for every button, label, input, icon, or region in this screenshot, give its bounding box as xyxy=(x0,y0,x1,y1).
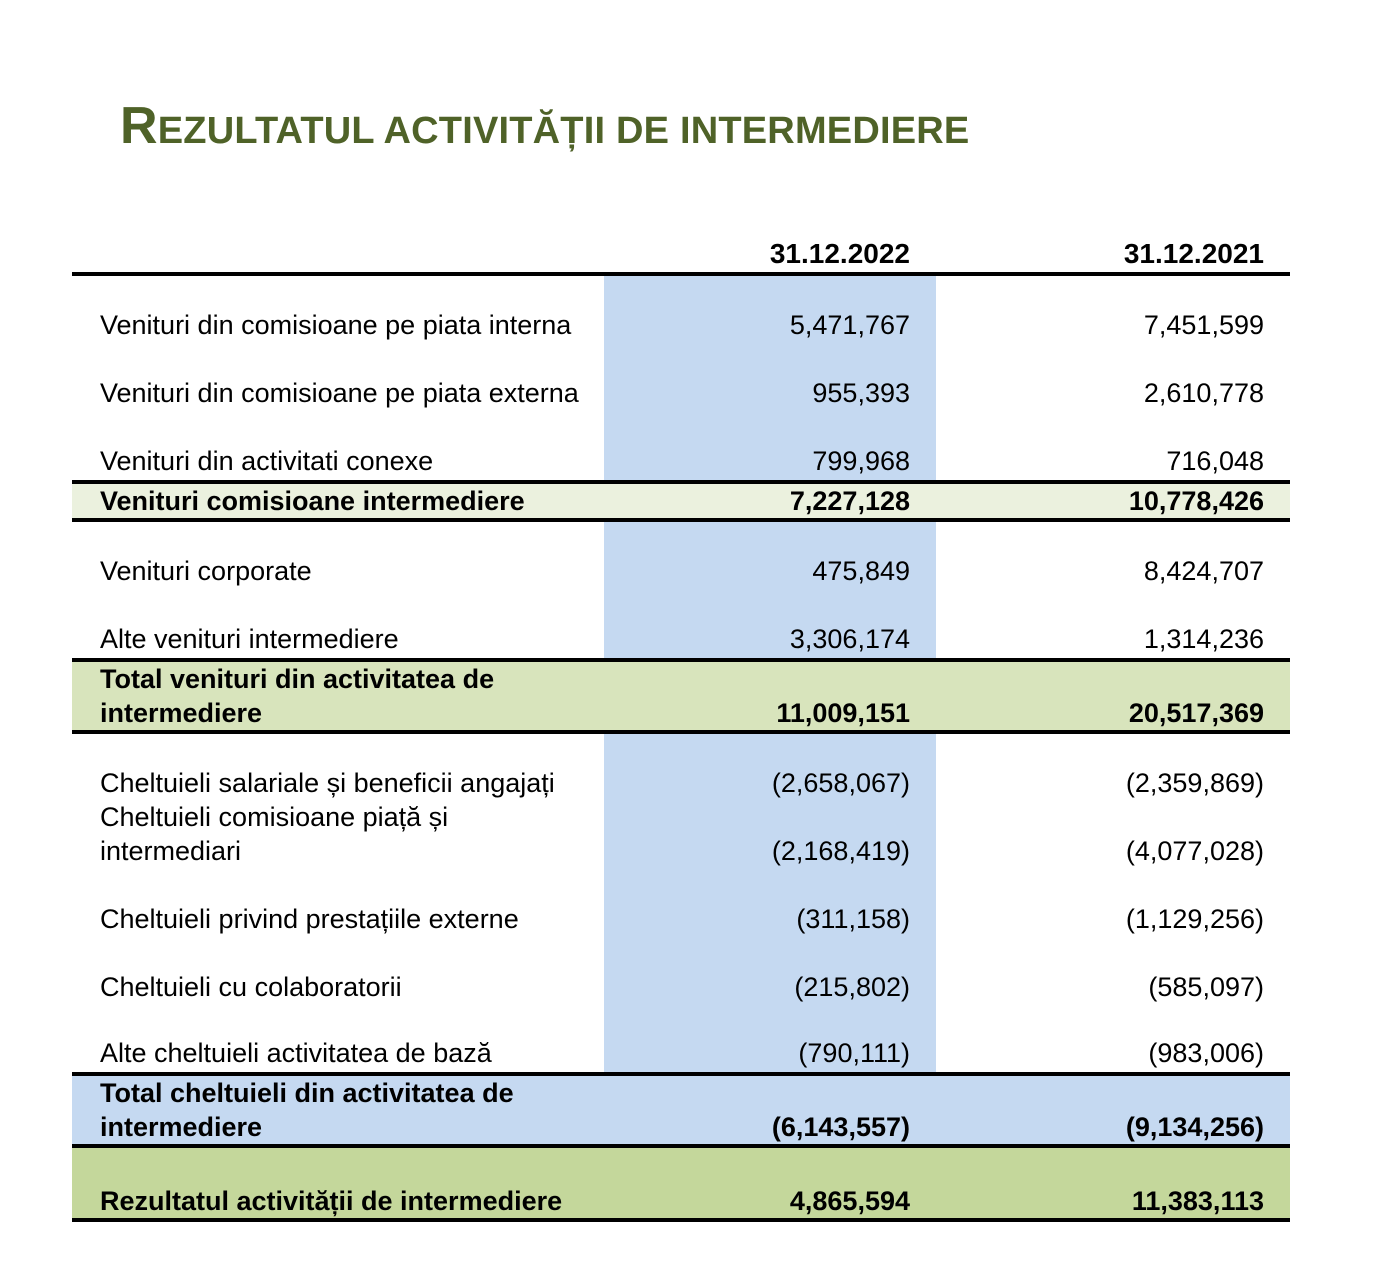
table-row xyxy=(72,870,1290,938)
value-2021: 1,314,236 xyxy=(1143,624,1264,654)
total-revenue-row xyxy=(72,658,1290,734)
value-2021: (2,359,869) xyxy=(1125,768,1264,798)
table-row xyxy=(72,938,1290,1006)
value-2022: (2,168,419) xyxy=(771,836,910,866)
value-2021: (983,006) xyxy=(1148,1038,1264,1068)
value-2022: (6,143,557) xyxy=(771,1112,910,1142)
table-header xyxy=(72,230,1290,276)
financial-table xyxy=(72,230,1290,1222)
row-label: Venituri corporate xyxy=(100,556,312,586)
row-label: Cheltuieli comisioane piață și intermediari xyxy=(100,802,449,866)
row-label: Cheltuieli cu colaboratorii xyxy=(100,972,402,1002)
table-row xyxy=(72,276,1290,344)
title-rest: EZULTATUL ACTIVITĂȚII DE INTERMEDIERE xyxy=(157,110,970,152)
header-2021: 31.12.2021 xyxy=(1123,238,1264,269)
row-label: Venituri din comisioane pe piata externa xyxy=(100,378,579,408)
row-label: Venituri comisioane intermediere xyxy=(100,486,525,516)
row-label: Cheltuieli salariale și beneficii angajați xyxy=(100,768,555,798)
value-2021: 11,383,113 xyxy=(1131,1186,1264,1216)
row-label: Rezultatul activității de intermediere xyxy=(100,1186,563,1216)
value-2021: 20,517,369 xyxy=(1128,698,1264,728)
value-2022: 4,865,594 xyxy=(789,1186,910,1216)
table-row xyxy=(72,734,1290,802)
value-2022: 11,009,151 xyxy=(776,698,910,728)
value-2021: 10,778,426 xyxy=(1128,486,1264,516)
value-2022: (311,158) xyxy=(796,904,910,934)
row-label: Alte cheltuieli activitatea de bază xyxy=(100,1038,492,1068)
value-2021: (585,097) xyxy=(1148,972,1264,1002)
value-2021: 8,424,707 xyxy=(1143,556,1264,586)
row-label: Venituri din activitati conexe xyxy=(100,446,434,476)
value-2021: 2,610,778 xyxy=(1143,378,1264,408)
table-row xyxy=(72,1006,1290,1072)
header-2022: 31.12.2022 xyxy=(769,238,910,269)
table-row xyxy=(72,802,1290,870)
row-label: Venituri din comisioane pe piata interna xyxy=(100,310,572,340)
value-2021: (9,134,256) xyxy=(1125,1112,1264,1142)
value-2022: (2,658,067) xyxy=(771,768,910,798)
row-label: Total venituri din activitatea de intermediere xyxy=(100,664,495,728)
row-label: Total cheltuieli din activitatea de intermediere xyxy=(100,1078,514,1142)
subtotal-row xyxy=(72,480,1290,522)
value-2022: 7,227,128 xyxy=(789,486,910,516)
value-2022: (790,111) xyxy=(798,1038,910,1068)
value-2022: 799,968 xyxy=(812,446,910,476)
table-row xyxy=(72,344,1290,412)
table-row xyxy=(72,590,1290,658)
row-label: Alte venituri intermediere xyxy=(100,624,399,654)
table-row xyxy=(72,522,1290,590)
value-2021: (4,077,028) xyxy=(1125,836,1264,866)
result-row xyxy=(72,1148,1290,1222)
title-first-letter: R xyxy=(120,97,158,155)
row-label: Cheltuieli privind prestațiile externe xyxy=(100,904,519,934)
total-expenses-row xyxy=(72,1072,1290,1148)
value-2022: 955,393 xyxy=(812,378,910,408)
value-2021: 716,048 xyxy=(1166,446,1264,476)
value-2022: 475,849 xyxy=(812,556,910,586)
value-2022: (215,802) xyxy=(794,972,910,1002)
value-2022: 5,471,767 xyxy=(789,310,910,340)
page-title xyxy=(120,96,969,156)
table-row xyxy=(72,412,1290,480)
value-2021: 7,451,599 xyxy=(1143,310,1264,340)
value-2022: 3,306,174 xyxy=(789,624,910,654)
value-2021: (1,129,256) xyxy=(1125,904,1264,934)
